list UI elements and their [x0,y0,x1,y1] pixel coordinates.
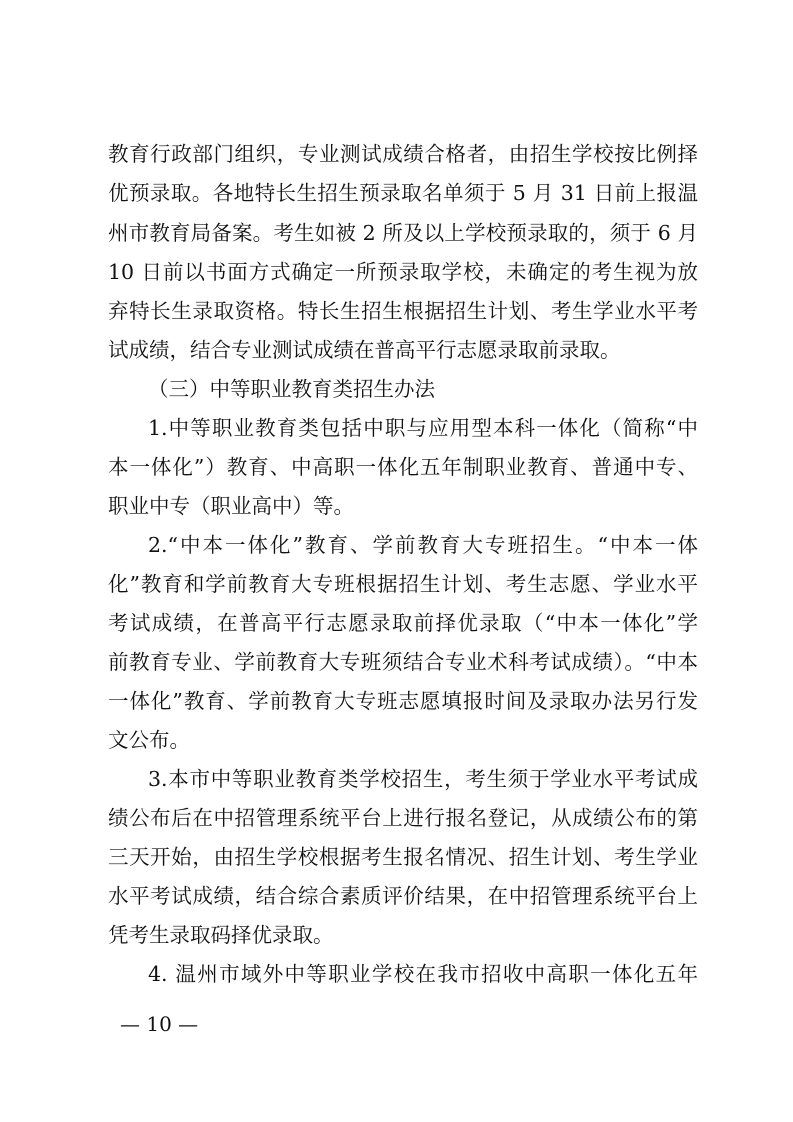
text-line: 凭考生录取码择优录取。 [108,923,334,947]
page-number: — 10 — [120,1012,199,1036]
text-line: 试成绩，结合专业测试成绩在普高平行志愿录取前录取。 [108,338,621,362]
text-line: 前教育专业、学前教育大专班须结合专业术科考试成绩）。“中本 [108,650,698,674]
text-line: 教育行政部门组织，专业测试成绩合格者，由招生学校按比例择 [108,142,698,166]
paragraph-start-line: 4. 温州市域外中等职业学校在我市招收中高职一体化五年 [148,962,698,986]
text-line: 考试成绩，在普高平行志愿录取前择优录取（“中本一体化”学 [108,611,698,635]
paragraph-start-line: 3.本市中等职业教育类学校招生，考生须于学业水平考试成 [148,767,698,791]
text-line: 水平考试成绩，结合综合素质评价结果，在中招管理系统平台上 [108,884,698,908]
text-line: 一体化”教育、学前教育大专班志愿填报时间及录取办法另行发 [108,689,698,713]
text-line: 弃特长生录取资格。特长生招生根据招生计划、考生学业水平考 [108,299,698,323]
paragraph-start-line: 2.“中本一体化”教育、学前教育大专班招生。“中本一体 [148,533,698,557]
text-line: 职业中专（职业高中）等。 [108,494,354,518]
text-line: 优预录取。各地特长生招生预录取名单须于 5 月 31 日前上报温 [108,181,698,205]
text-line: 文公布。 [108,728,190,752]
text-line: 绩公布后在中招管理系统平台上进行报名登记，从成绩公布的第 [108,806,698,830]
text-line: 10 日前以书面方式确定一所预录取学校，未确定的考生视为放 [108,260,698,284]
text-line: 化”教育和学前教育大专班根据招生计划、考生志愿、学业水平 [108,572,698,596]
text-line: 本一体化”）教育、中高职一体化五年制职业教育、普通中专、 [108,455,698,479]
text-line: 三天开始，由招生学校根据考生报名情况、招生计划、考生学业 [108,845,698,869]
section-heading: （三）中等职业教育类招生办法 [148,377,435,401]
text-line: 州市教育局备案。考生如被 2 所及以上学校预录取的，须于 6 月 [108,221,698,245]
paragraph-start-line: 1.中等职业教育类包括中职与应用型本科一体化（简称“中 [148,416,698,440]
